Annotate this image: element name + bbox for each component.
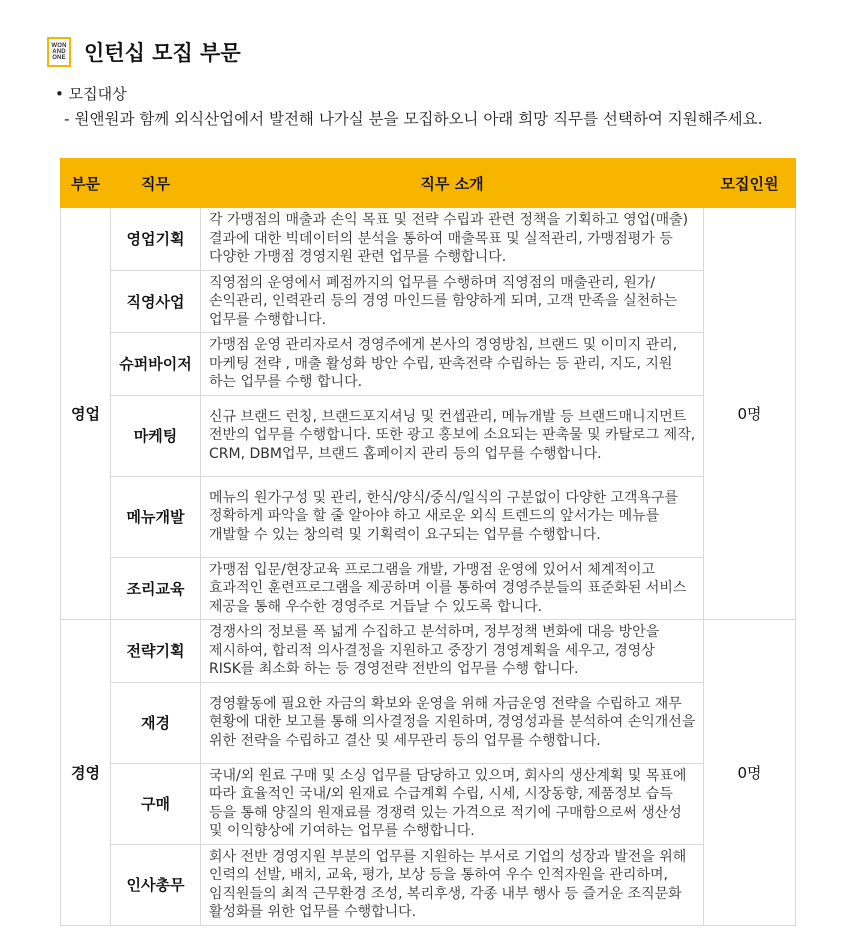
logo-line: WON [51, 43, 67, 49]
desc-cell: 신규 브랜드 런칭, 브랜드포지셔닝 및 컨셉관리, 메뉴개발 등 브랜드매니지먼트 전반의 업무를 수행합니다. 또한 광고 홍보에 소요되는 판촉물 및 카탈로그 제작, CRM, DBM업무, 브랜드 홈페이지 관리 등의 업무를 수행합니다. [201, 395, 704, 476]
job-cell: 슈퍼바이저 [111, 333, 201, 396]
desc-cell: 국내/외 원료 구매 및 소싱 업무를 담당하고 있으며, 회사의 생산계획 및 목표에 따라 효율적인 국내/외 원재료 수급계획 수립, 시세, 시장동향, 제품정보 습득 등을 통해 양질의 원재료를 경쟁력 있는 가격으로 적기에 구매함으로써 생산성 및 이익향상에 기여하는 업무를 수행합니다. [201, 763, 704, 844]
table-row [61, 395, 796, 476]
desc-cell: 메뉴의 원가구성 및 관리, 한식/양식/중식/일식의 구분없이 다양한 고객욕구를 정확하게 파악을 할 줄 알아야 하고 새로운 외식 트렌드의 앞서가는 메뉴를 개발할 수 있는 창의력 및 기획력이 요구되는 업무를 수행합니다. [201, 476, 704, 557]
page-title: 인턴십 모집 부문 [84, 41, 241, 65]
desc-cell: 경쟁사의 정보를 폭 넓게 수집하고 분석하며, 정부정책 변화에 대응 방안을 제시하여, 합리적 의사결정을 지원하고 중장기 경영계획을 세우고, 경영상 RISK를 최소화 하는 등 경영전략 전반의 업무를 수행 합니다. [201, 620, 704, 683]
table-row [61, 682, 796, 763]
job-cell: 영업기획 [111, 208, 201, 271]
table-row [61, 476, 796, 557]
desc-cell: 가맹점 운영 관리자로서 경영주에게 본사의 경영방침, 브랜드 및 이미지 관리, 마케팅 전략 , 매출 활성화 방안 수립, 판촉전략 수립하는 등 관리, 지도, 지원 하는 업무를 수행 합니다. [201, 333, 704, 396]
table-row [61, 270, 796, 333]
job-cell: 조리교육 [111, 557, 201, 620]
table-row [61, 333, 796, 396]
header-count: 모집인원 [704, 159, 796, 208]
desc-cell: 회사 전반 경영지원 부분의 업무를 지원하는 부서로 기업의 성장과 발전을 위해 인력의 선발, 배치, 교육, 평가, 보상 등을 통하여 우수 인적자원을 관리하며, 임직원들의 최적 근무환경 조성, 복리후생, 각종 내부 행사 등 즐거운 조직문화 활성화를 위한 업무를 수행합니다. [201, 844, 704, 925]
recruitment-table [60, 158, 796, 926]
job-cell: 메뉴개발 [111, 476, 201, 557]
table-row [61, 620, 796, 683]
count-cell: 0명 [704, 208, 796, 620]
dept-cell: 경영 [61, 620, 111, 926]
table-header-row [61, 159, 796, 208]
section-description: - 원앤원과 함께 외식산업에서 발전해 나가실 분을 모집하오니 아래 희망 직무를 선택하여 지원해주세요. [64, 110, 763, 128]
table-row [61, 763, 796, 844]
job-cell: 전략기획 [111, 620, 201, 683]
job-cell: 직영사업 [111, 270, 201, 333]
table-row [61, 208, 796, 271]
header-intro: 직무 소개 [201, 159, 704, 208]
table-row [61, 557, 796, 620]
header-dept: 부문 [61, 159, 111, 208]
dept-cell: 영업 [61, 208, 111, 620]
job-cell: 인사총무 [111, 844, 201, 925]
desc-cell: 각 가맹점의 매출과 손익 목표 및 전략 수립과 관련 정책을 기획하고 영업(매출) 결과에 대한 빅데이터의 분석을 통하여 매출목표 및 실적관리, 가맹점평가 등 다양한 가맹점 경영지원 관련 업무를 수행합니다. [201, 208, 704, 271]
header-job: 직무 [111, 159, 201, 208]
desc-cell: 가맹점 입문/현장교육 프로그램을 개발, 가맹점 운영에 있어서 체계적이고 효과적인 훈련프로그램을 제공하며 이를 통하여 경영주분들의 표준화된 서비스 제공을 통해 우수한 경영주로 거듭날 수 있도록 합니다. [201, 557, 704, 620]
table-row [61, 844, 796, 925]
section-label: • 모집대상 [55, 85, 127, 103]
count-cell: 0명 [704, 620, 796, 926]
job-cell: 구매 [111, 763, 201, 844]
logo-line: ONE [52, 55, 66, 61]
job-cell: 마케팅 [111, 395, 201, 476]
job-cell: 재경 [111, 682, 201, 763]
desc-cell: 직영점의 운영에서 폐점까지의 업무를 수행하며 직영점의 매출관리, 원가/손익관리, 인력관리 등의 경영 마인드를 함양하게 되며, 고객 만족을 실천하는 업무를 수행합니다. [201, 270, 704, 333]
header [47, 37, 241, 67]
desc-cell: 경영활동에 필요한 자금의 확보와 운영을 위해 자금운영 전략을 수립하고 재무 현황에 대한 보고를 통해 의사결정을 지원하며, 경영성과를 분석하여 손익개선을 위한 전략을 수립하고 결산 및 세무관리 등의 업무를 수행합니다. [201, 682, 704, 763]
logo-line: AND [52, 49, 66, 55]
brand-logo [47, 37, 71, 67]
